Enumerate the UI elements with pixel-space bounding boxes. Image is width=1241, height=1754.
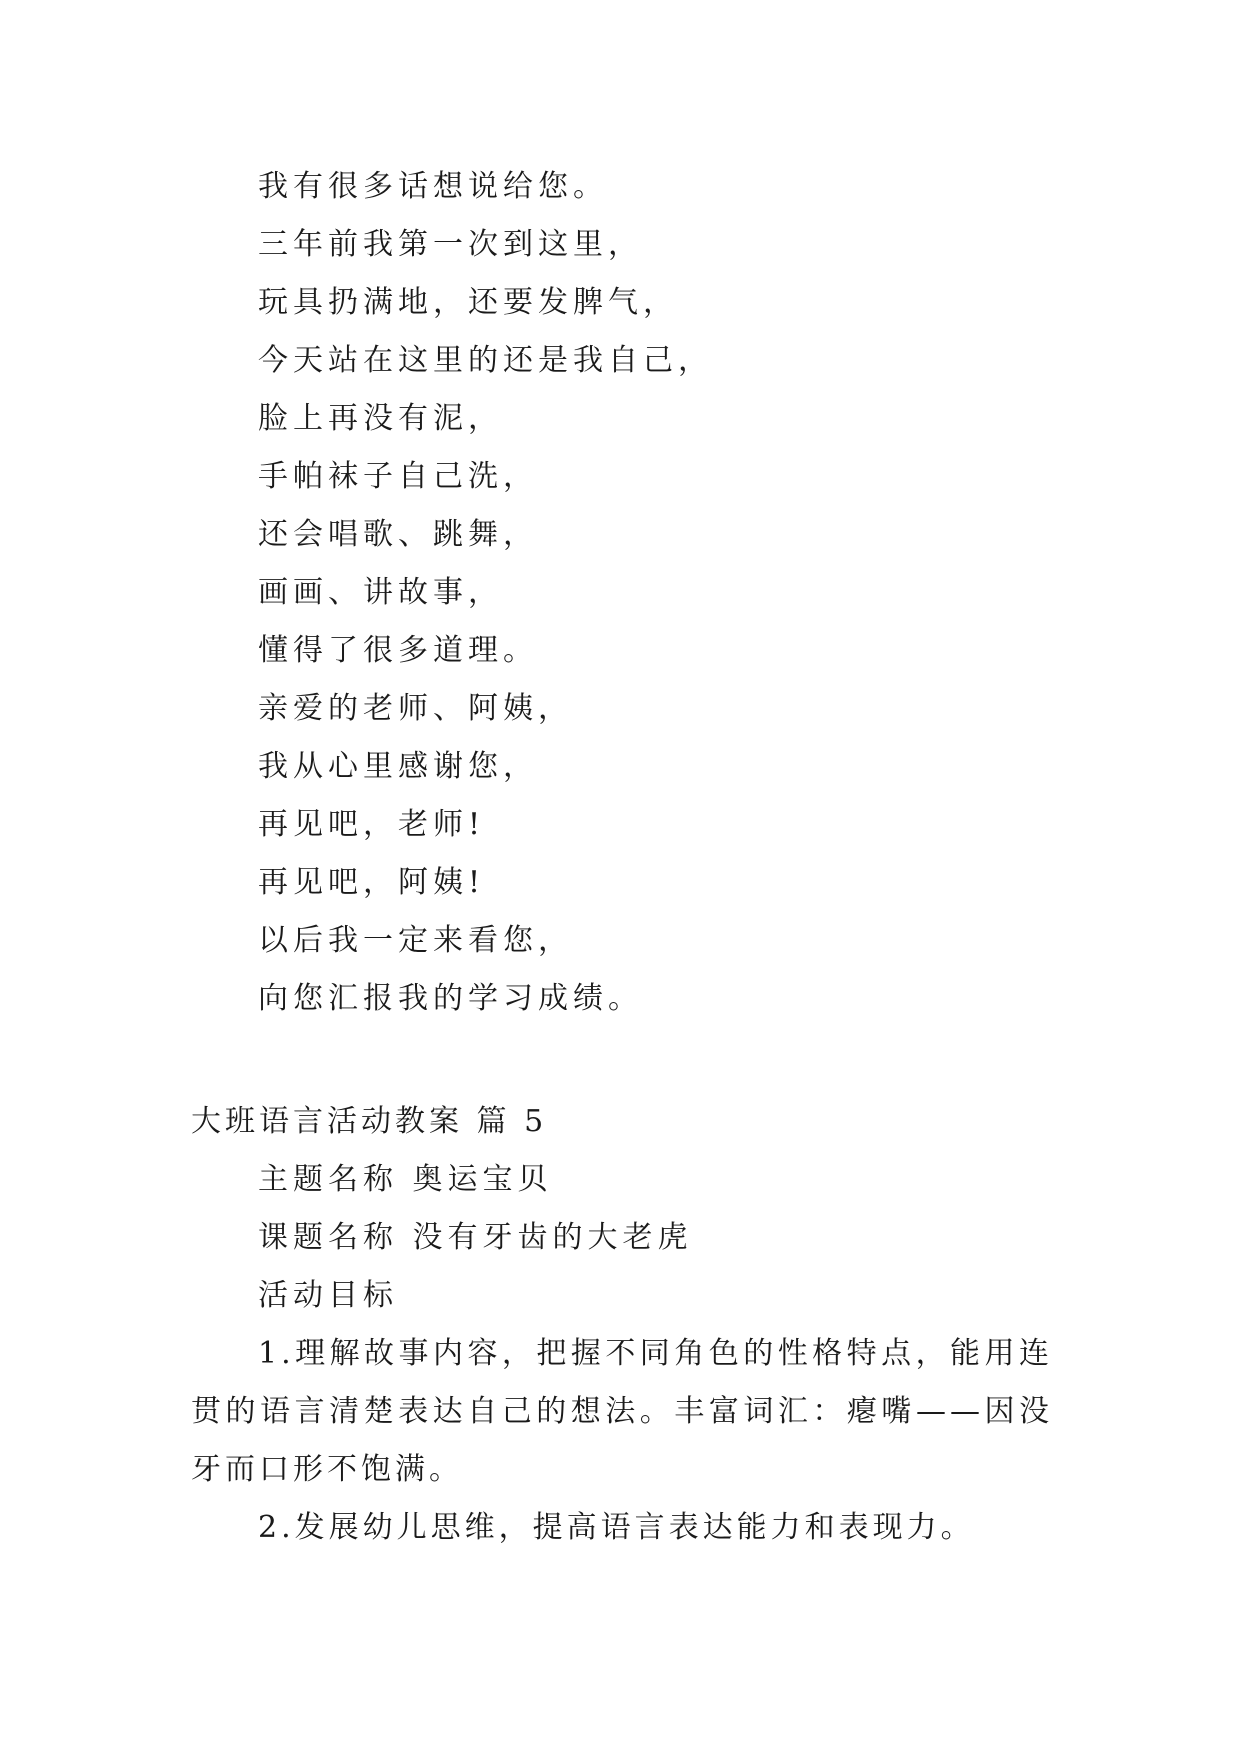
poem-line: 我从心里感谢您，	[258, 749, 538, 784]
poem-line: 再见吧，老师!	[258, 807, 486, 842]
goal-item-2: 2.发展幼儿思维，提高语言表达能力和表现力。	[258, 1510, 975, 1545]
section-title: 大班语言活动教案 篇 5	[191, 1104, 548, 1139]
poem-line: 今天站在这里的还是我自己，	[258, 343, 713, 378]
theme-name: 主题名称 奥运宝贝	[258, 1162, 553, 1197]
lesson-plan-section	[191, 1093, 1053, 1557]
poem-line: 三年前我第一次到这里，	[258, 227, 643, 262]
poem-line: 还会唱歌、跳舞，	[258, 517, 538, 552]
poem-line: 画画、讲故事，	[258, 575, 503, 610]
poem-line: 以后我一定来看您，	[258, 923, 573, 958]
poem-line: 懂得了很多道理。	[258, 633, 538, 668]
poem-line: 脸上再没有泥，	[258, 401, 503, 436]
goals-heading: 活动目标	[258, 1278, 398, 1313]
lesson-name: 课题名称 没有牙齿的大老虎	[258, 1220, 693, 1255]
poem-line: 亲爱的老师、阿姨，	[258, 691, 573, 726]
poem-line: 我有很多话想说给您。	[258, 169, 608, 204]
poem-line: 再见吧，阿姨!	[258, 865, 486, 900]
poem-line: 手帕袜子自己洗，	[258, 459, 538, 494]
poem-block	[258, 158, 713, 1028]
poem-line: 向您汇报我的学习成绩。	[258, 981, 643, 1016]
poem-line: 玩具扔满地，还要发脾气，	[258, 285, 678, 320]
goal-item-1: 1.理解故事内容，把握不同角色的性格特点，能用连贯的语言清楚表达自己的想法。丰富词汇：瘪嘴——因没牙而口形不饱满。	[191, 1336, 1053, 1487]
